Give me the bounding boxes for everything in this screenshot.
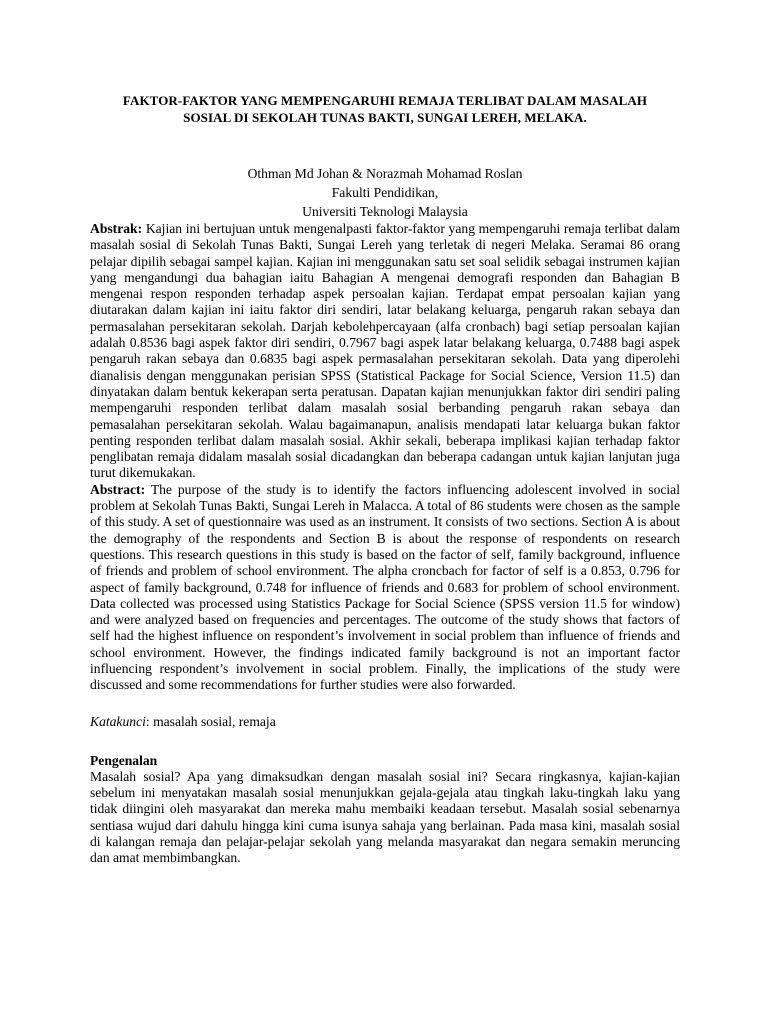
- abstract-text: The purpose of the study is to identify the factors influencing adolescent involved in social problem at Sekolah Tunas Bakti, Sungai Lereh in Malacca. A total of 86 students were chosen as the sample of this study. A set of questionnaire was used as an instrument. It consists of two sections. Section A is about the demography of the respondents and Section B is about the response of respondents on research questions. This research questions in this study is based on the factor of self, family background, influence of friends and problem of school environment. The alpha croncbach for factor of self is a 0.853, 0.796 for aspect of family background, 0.748 for influence of friends and 0.683 for problem of school environment. Data collected was processed using Statistics Package for Social Science (SPSS version 11.5 for window) and were analyzed based on frequencies and percentages. The outcome of the study shows that factors of self had the highest influence on respondent’s involvement in social problem than influence of friends and school environment. However, the findings indicated family background is not an important factor influencing respondent’s involvement in social problem. Finally, the implications of the study were discussed and some recommendations for further studies were also forwarded.: [90, 481, 680, 693]
- keywords-text: : masalah sosial, remaja: [145, 713, 276, 729]
- abstrak-paragraph: [90, 221, 680, 482]
- author-names: Othman Md Johan & Norazmah Mohamad Roslan: [247, 166, 523, 181]
- section-heading-pengenalan: Pengenalan: [90, 752, 158, 768]
- title-line-1: FAKTOR-FAKTOR YANG MEMPENGARUHI REMAJA TERLIBAT DALAM MASALAH: [122, 93, 648, 108]
- abstrak-label: Abstrak:: [90, 221, 143, 236]
- university-name: Universiti Teknologi Malaysia: [302, 204, 468, 219]
- keywords-line: [90, 714, 680, 730]
- abstract-paragraph: [90, 482, 680, 694]
- paper-title: [90, 92, 680, 126]
- abstrak-text: Kajian ini bertujuan untuk mengenalpasti faktor-faktor yang mempengaruhi remaja terlibat dalam masalah sosial di Sekolah Tunas Bakti, Sungai Lereh yang terletak di negeri Melaka. Seramai 86 orang pelajar dipilih sebagai sampel kajian. Kajian ini menggunakan satu set soal selidik sebagai instrumen kajian yang mengandungi dua bahagian iaitu Bahagian A mengenai demografi responden dan Bahagian B mengenai respon responden terhadap aspek persoalan kajian. Terdapat empat persoalan kajian yang diutarakan dalam kajian ini iaitu faktor diri sendiri, latar belakang keluarga, pengaruh rakan sebaya dan permasalahan persekitaran sekolah. Darjah kebolehpercayaan (alfa cronbach) bagi setiap persoalan kajian adalah 0.8536 bagi aspek faktor diri sendiri, 0.7967 bagi aspek latar belakang keluarga, 0.7488 bagi aspek pengaruh rakan sebaya dan 0.6835 bagi aspek permasalahan persekitaran sekolah. Data yang diperolehi dianalisis dengan menggunakan perisian SPSS (Statistical Package for Social Science, Version 11.5) dan dinyatakan dalam bentuk kekerapan serta peratusan. Dapatan kajian menunjukkan faktor diri sendiri paling mempengaruhi responden terlibat dalam masalah sosial berbanding pengaruh rakan sebaya dan pemasalahan persekitaran sekolah. Walau bagaimanapun, analisis mendapati latar keluarga bukan faktor penting responden terlibat dalam masalah sosial. Akhir sekali, beberapa implikasi kajian terhadap faktor penglibatan remaja didalam masalah sosial dicadangkan dan beberapa cadangan untuk kajian lanjutan juga turut dikemukakan.: [90, 221, 680, 481]
- author-block: [90, 164, 680, 221]
- paper-content: [90, 92, 680, 866]
- faculty-name: Fakulti Pendidikan,: [331, 185, 439, 200]
- keywords-label: Katakunci: [90, 713, 146, 729]
- abstract-label: Abstract:: [90, 481, 146, 497]
- intro-paragraph: Masalah sosial? Apa yang dimaksudkan dengan masalah sosial ini? Secara ringkasnya, kajian-kajian sebelum ini menyatakan masalah sosial menunjukkan gejala-gejala atau tingkah laku-tingkah laku yang tidak diingini oleh masyarakat dan mereka mahu membaiki keadaan tersebut. Masalah sosial sebenarnya sentiasa wujud dari dahulu hingga kini cuma isunya sahaja yang berlainan. Pada masa kini, masalah sosial di kalangan remaja dan pelajar-pelajar sekolah yang melanda masyarakat dan negara semakin meruncing dan amat membimbangkan.: [90, 768, 680, 866]
- title-line-2: SOSIAL DI SEKOLAH TUNAS BAKTI, SUNGAI LEREH, MELAKA.: [183, 110, 587, 125]
